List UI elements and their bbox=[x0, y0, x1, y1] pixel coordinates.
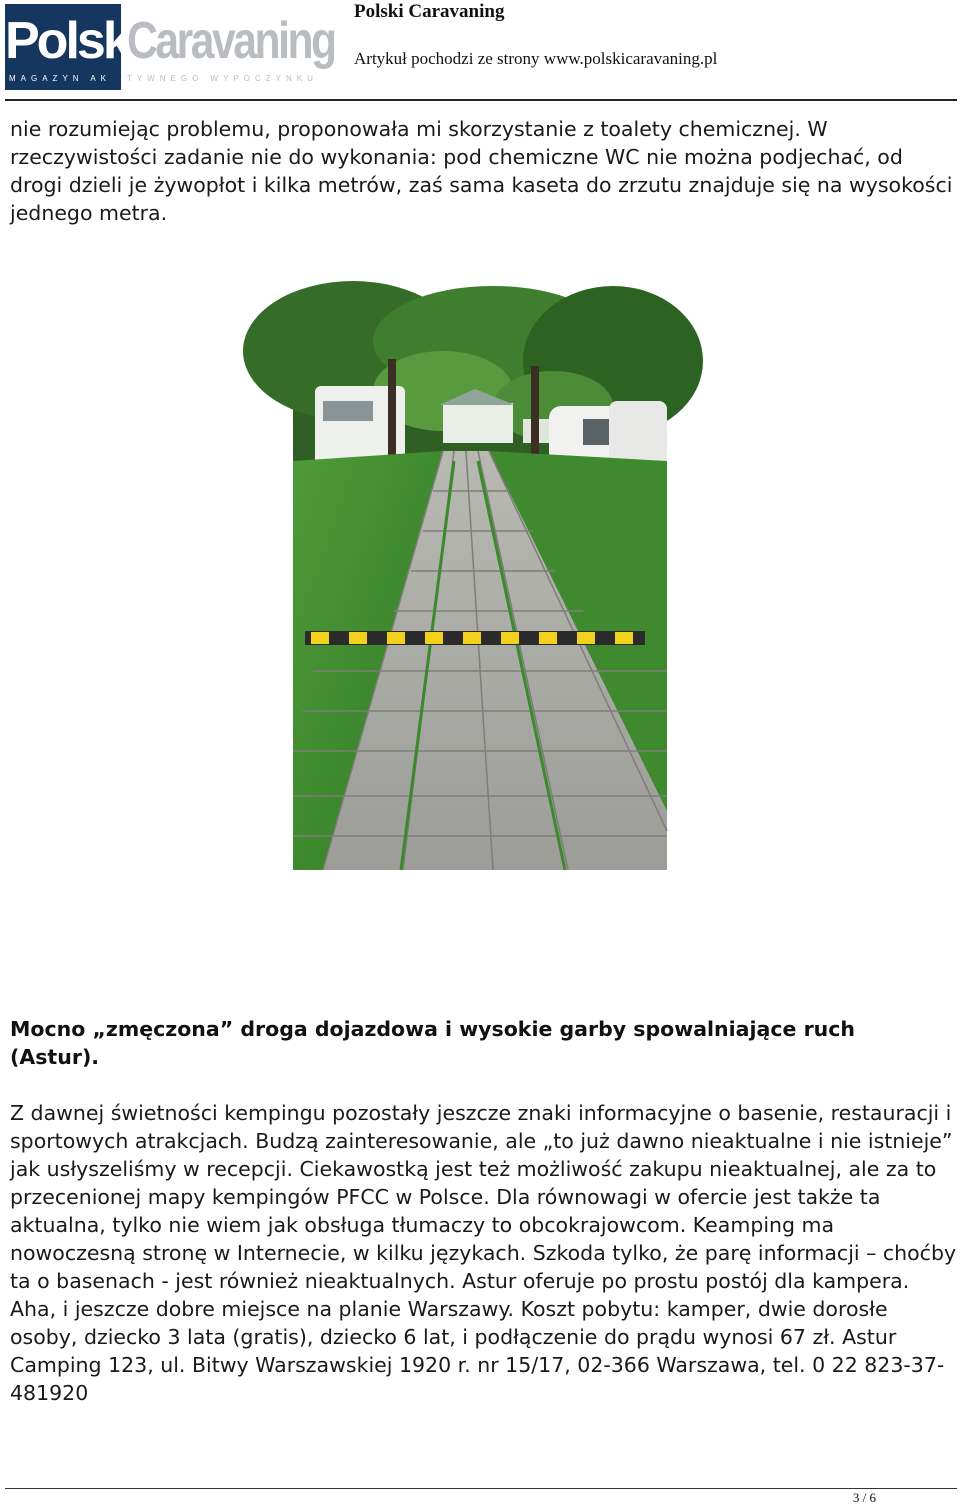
page-header bbox=[0, 0, 960, 102]
header-divider bbox=[5, 99, 957, 101]
page-number: 3 / 6 bbox=[852, 1490, 876, 1505]
logo-word-polski: Polski bbox=[5, 4, 121, 90]
photo-caption: Mocno „zmęczona” droga dojazdowa i wysokie garby spowalniające ruch (Astur). bbox=[10, 1017, 856, 1069]
polski-caravaning-logo bbox=[5, 4, 335, 90]
logo-tagline-right: TYWNEGO WYPOCZYNKU bbox=[127, 74, 318, 83]
footer-divider bbox=[5, 1488, 957, 1489]
article-paragraph-2: Z dawnej świetności kempingu pozostały jeszcze znaki informacyjne o basenie, restauracji i sportowych atrakcjach. Budzą zainteresowanie, ale „to już dawno nieaktualne i nie istnieje” jak usłyszeliśmy w recepcji. Ciekawostką jest też możliwość zakupu nieaktualnej, ale za to przecenionej mapy kempingów PFCC w Polsce. Dla równowagi w ofercie jest także ta aktualna, tylko nie wiem jak obsługa tłumaczy to obcokrajowcom. Keamping ma nowoczesną stronę w Internecie, w kilku językach. Szkoda tylko, że parę informacji – choćby ta o basenach - jest również nieaktualnych. Astur oferuje po prostu postój dla kampera. Aha, i jeszcze dobre miejsce na planie Warszawy. Koszt pobytu: kamper, dwie dorosłe osoby, dziecko 3 lata (gratis), dziecko 6 lat, i podłączenie do prądu wynosi 67 zł. Astur Camping 123, ul. Bitwy Warszawskiej 1920 r. nr 15/17, 02-366 Warszawa, tel. 0 22 823-37-481920 bbox=[10, 1101, 957, 1405]
source-note: Artykuł pochodzi ze strony www.polskicaravaning.pl bbox=[354, 49, 718, 68]
site-name: Polski Caravaning bbox=[354, 1, 505, 22]
logo-tagline-left: MAGAZYN AK bbox=[9, 74, 112, 83]
campsite-road-photo bbox=[293, 311, 667, 870]
article-paragraph-1: nie rozumiejąc problemu, proponowała mi skorzystanie z toalety chemicznej. W rzeczywistości zadanie nie do wykonania: pod chemiczne WC nie można podjechać, od drogi dzieli je żywopłot i kilka metrów, zaś sama kaseta do zrzutu znajduje się na wysokości jednego metra. bbox=[10, 117, 953, 225]
logo-word-caravaning: Caravaning bbox=[127, 12, 335, 70]
